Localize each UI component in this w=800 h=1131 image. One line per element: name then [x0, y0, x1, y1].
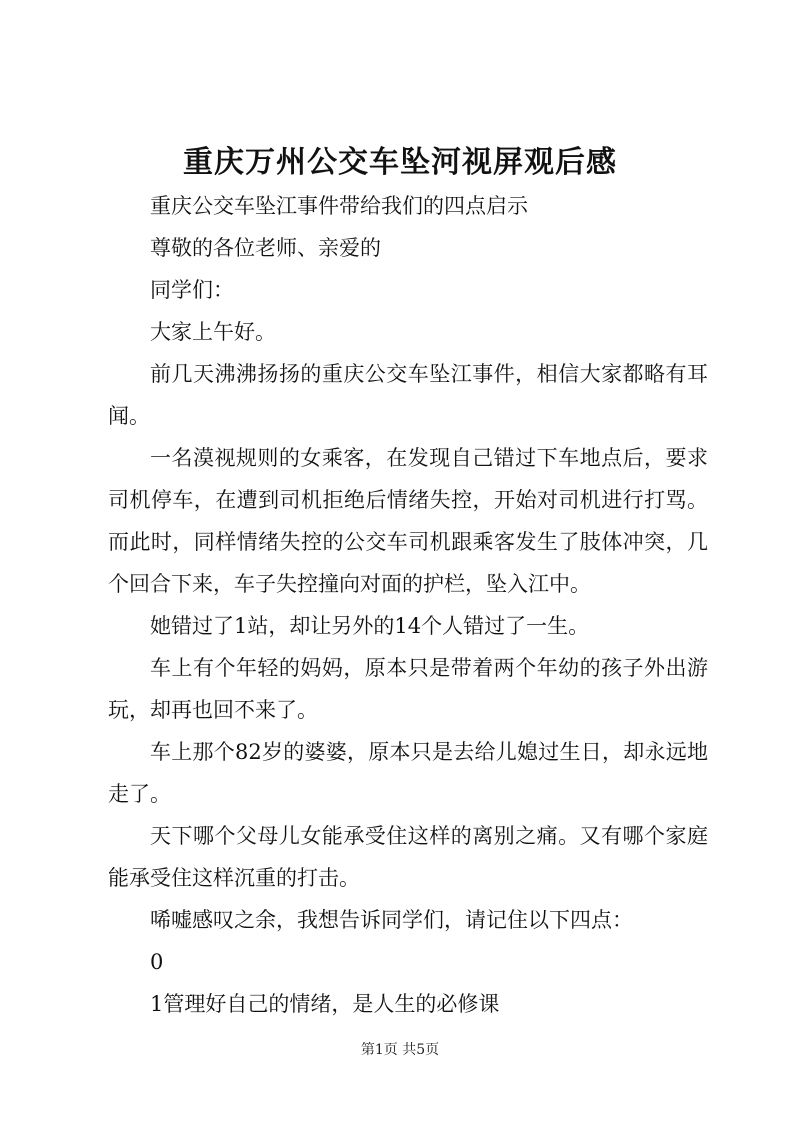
paragraph-9: 车上那个82岁的婆婆，原本只是去给儿媳过生日，却永远地走了。 — [108, 740, 708, 806]
paragraph-13: 1管理好自己的情绪，是人生的必修课 — [150, 992, 500, 1016]
paragraph-6: 一名漠视规则的女乘客，在发现自己错过下车地点后，要求司机停车，在遭到司机拒绝后情绪失控，开始对司机进行打骂。而此时，同样情绪失控的公交车司机跟乘客发生了肢体冲突，几个回合下来，车子失控撞向对面的护栏，坠入江中。 — [108, 446, 708, 596]
paragraph-2: 尊敬的各位老师、亲爱的 — [150, 236, 381, 260]
page-number-footer: 第1页 共5页 — [360, 1042, 440, 1058]
paragraph-5: 前几天沸沸扬扬的重庆公交车坠江事件，相信大家都略有耳闻。 — [108, 362, 708, 428]
paragraph-1: 重庆公交车坠江事件带给我们的四点启示 — [150, 194, 528, 218]
document-body — [108, 185, 708, 1025]
paragraph-12: 0 — [150, 950, 164, 974]
paragraph-3: 同学们： — [150, 278, 234, 302]
paragraph-11: 唏嘘感叹之余，我想告诉同学们，请记住以下四点： — [150, 908, 633, 932]
paragraph-4: 大家上午好。 — [150, 320, 276, 344]
paragraph-10: 天下哪个父母儿女能承受住这样的离别之痛。又有哪个家庭能承受住这样沉重的打击。 — [108, 824, 708, 890]
paragraph-8: 车上有个年轻的妈妈，原本只是带着两个年幼的孩子外出游玩，却再也回不来了。 — [108, 656, 708, 722]
document-title: 重庆万州公交车坠河视屏观后感 — [183, 145, 617, 180]
paragraph-7: 她错过了1站，却让另外的14个人错过了一生。 — [150, 614, 590, 638]
